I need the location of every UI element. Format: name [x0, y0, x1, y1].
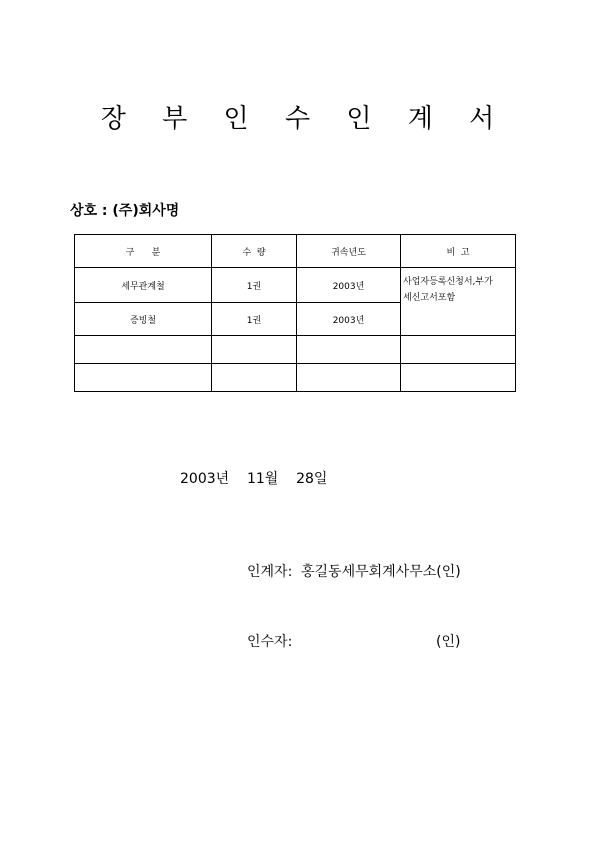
cell-year: 2003년	[297, 303, 401, 336]
transferor-value: 홍길동세무회계사무소(인)	[301, 564, 461, 580]
table-row	[75, 336, 516, 364]
company-name: 상호 : (주)회사명	[70, 203, 180, 219]
cell-category	[75, 336, 212, 364]
cell-category	[75, 364, 212, 392]
table-header-row	[75, 235, 516, 268]
header-quantity: 수 량	[212, 235, 297, 268]
transferor-label: 인계자:	[247, 564, 293, 580]
table-row	[75, 364, 516, 392]
cell-note: 사업자등록신청서,부가 세신고서포함	[401, 268, 516, 336]
receiver-seal: (인)	[436, 634, 461, 650]
document-date: 2003년 11월 28일	[180, 471, 328, 487]
header-note: 비 고	[401, 235, 516, 268]
cell-quantity	[212, 364, 297, 392]
header-year: 귀속년도	[297, 235, 401, 268]
ledger-table	[74, 234, 516, 392]
table-row	[75, 268, 516, 303]
cell-quantity	[212, 336, 297, 364]
cell-category: 증빙철	[75, 303, 212, 336]
cell-year	[297, 336, 401, 364]
cell-note	[401, 336, 516, 364]
receiver-line	[247, 631, 507, 651]
header-category: 구 분	[75, 235, 212, 268]
document-title: 장 부 인 수 인 계 서	[100, 104, 509, 134]
receiver-label: 인수자:	[247, 634, 293, 650]
cell-year	[297, 364, 401, 392]
cell-year: 2003년	[297, 268, 401, 303]
cell-note	[401, 364, 516, 392]
cell-quantity: 1권	[212, 303, 297, 336]
cell-category: 세무관계철	[75, 268, 212, 303]
transferor-line	[247, 561, 507, 581]
cell-quantity: 1권	[212, 268, 297, 303]
